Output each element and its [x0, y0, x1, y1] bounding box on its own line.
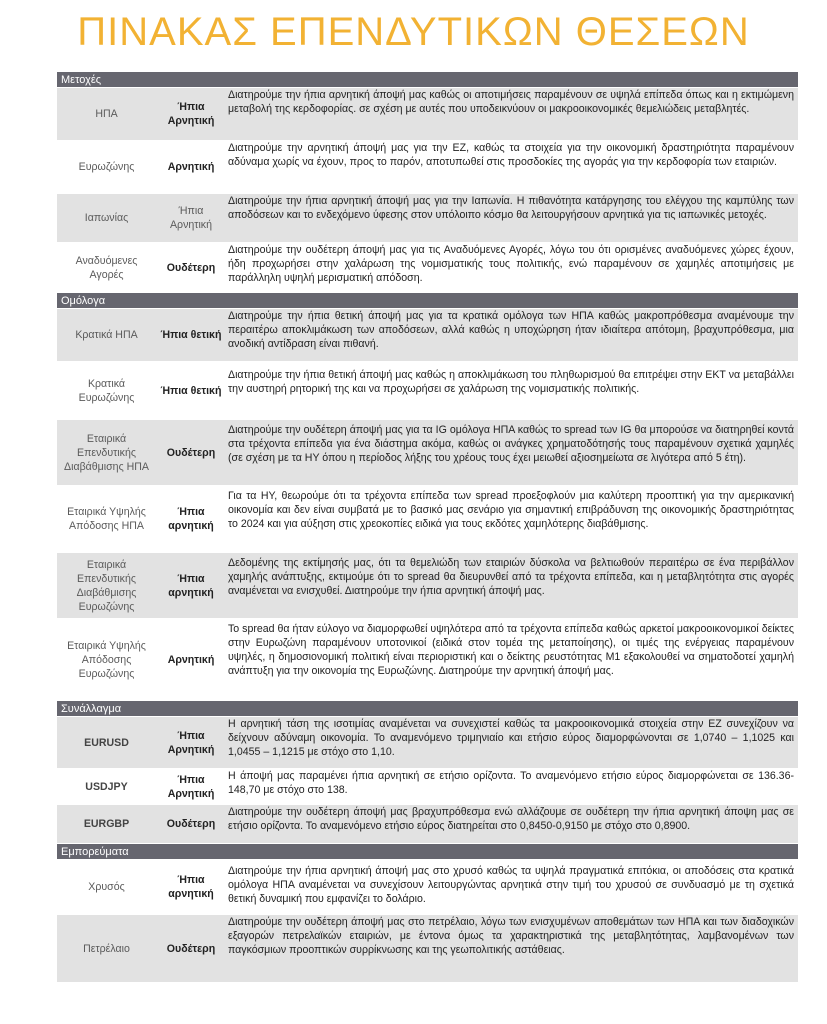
view-label: Ουδέτερη [166, 818, 216, 830]
asset-label: Κρατικά ΗΠΑ [75, 329, 138, 341]
table-row [57, 309, 798, 362]
asset-label: Εταιρικά Υψηλής Απόδοσης ΗΠΑ [67, 506, 146, 532]
view-label: Ήπια αρνητική [168, 506, 214, 532]
asset-label: EURUSD [84, 736, 129, 749]
table-row [57, 805, 798, 844]
table-row [57, 243, 798, 293]
commentary-text: Η άποψή μας παραμένει ήπια αρνητική σε ετήσιο ορίζοντα. Το αναμενόμενο ετήσιο εύρος διαμορφώνεται σε 136.36-148,70 με στόχο στο 138. [228, 770, 794, 796]
commentary-text: Διατηρούμε την ουδέτερη άποψή μας για τα IG ομόλογα ΗΠΑ καθώς το spread των IG θα μπορούσε να διατηρηθεί κοντά στα τρέχοντα επίπεδα για ένα διάστημα ακόμα, καθώς οι ανάγκες χρηματοδότησής τους παραμένουν σχετικά χαμηλές (σε σχέση με τα ΗΥ όπου η περίοδος λήξης του χρέους τους έχει μειωθεί αξιοσημείωτα σε λιγότερα από 5 έτη). [228, 424, 794, 464]
asset-label: Πετρέλαιο [83, 942, 130, 955]
section-header-commodities: Εμπορεύματα [57, 844, 798, 860]
commentary-text: Διατηρούμε την ήπια αρνητική άποψή μας καθώς οι αποτιμήσεις παραμένουν σε υψηλά επίπεδα όπως και η εκτιμώμενη μεταβολή της κερδοφορίας. σε σχέση με αυτές που υποδεικνύουν οι μακροοικονομικές θεμελιώδεις μεταβλητές. [228, 89, 794, 115]
view-label: Ήπια αρνητική [168, 572, 214, 599]
view-label: Ήπια θετική [160, 329, 222, 341]
view-label: Ήπια αρνητική [168, 874, 214, 900]
commentary-text: Δεδομένης της εκτίμησής μας, ότι τα θεμελιώδη των εταιριών δύσκολα να βελτιωθούν περαιτέρω σε ένα περιβάλλον χαμηλής ανάπτυξης, εκτιμούμε ότι το spread θα διευρυνθεί από τα τρέχοντα επίπεδα, και η μεταβλητότητα στις αγορές αναμένεται να ενισχυθεί. Διατηρούμε την ήπια αρνητική άποψή μας. [228, 557, 794, 597]
commentary-text: Διατηρούμε την ουδέτερη άποψή μας στο πετρέλαιο, λόγω των ενισχυμένων αποθεμάτων των ΗΠΑ και των διαδοχικών εξαγορών πετρελαϊκών εταιριών, με έντονα όμως τα χαρακτηριστικά της μεταβλητότητας, λαμβανομένων των παγκόσμιων προοπτικών συρρίκνωσης και της γεωπολιτικής αστάθειας. [228, 916, 794, 956]
view-label: Ήπια Αρνητική [167, 729, 215, 756]
view-label: Ουδέτερη [166, 942, 216, 955]
asset-label: Ευρωζώνης [78, 161, 135, 173]
asset-label: USDJPY [85, 780, 128, 793]
table-row [57, 553, 798, 619]
view-label: Ουδέτερη [166, 261, 216, 274]
section-header-fx: Συνάλλαγμα [57, 701, 798, 717]
asset-label: Χρυσός [88, 881, 125, 893]
investment-positions-table [57, 72, 798, 983]
table-row [57, 769, 798, 805]
asset-label: EURGBP [83, 818, 130, 830]
commentary-text: Διατηρούμε την ουδέτερη άποψή μας βραχυπρόθεσμα ενώ αλλάζουμε σε ουδέτερη την ήπια αρνητική άποψη μας σε ετήσιο ορίζοντα. Το αναμενόμενο ετήσιο εύρος διατηρείται στο 0,8450-0,9150 με στόχο στο 0,8900. [228, 806, 794, 832]
table-row [57, 194, 798, 243]
table-row [57, 420, 798, 486]
table-row [57, 88, 798, 141]
commentary-text: Διατηρούμε την ήπια αρνητική άποψή μας στο χρυσό καθώς τα υψηλά πραγματικά επιτόκια, οι αποδόσεις στα κρατικά ομόλογα ΗΠΑ αναμένεται να συνεχίσουν λειτουργώντας αρνητικά στην τιμή του χρυσού σε συνδυασμό με τη σχετικά θετική δυναμική που εμφανίζει το δολάριο. [228, 865, 794, 905]
view-label: Αρνητική [167, 653, 215, 666]
table-row [57, 915, 798, 983]
view-label: Ήπια θετική [160, 384, 222, 397]
commentary-text: Το spread θα ήταν εύλογο να διαμορφωθεί υψηλότερα από τα τρέχοντα επίπεδα καθώς αρκετοί μακροοικονομικοί δείκτες στην Ευρωζώνη παραμένουν υποτονικοί (ειδικά στον τομέα της μεταποίησης), οι τιμές της ενέργειας παραμένουν υψηλές, η δημοσιονομική πολιτική είναι περιοριστική και ο δείκτης ρευστότητας Μ1 εξακολουθεί να σηματοδοτεί χαμηλή ανάπτυξη για την οικονομία της Ευρωζώνης. Διατηρούμε την αρνητική άποψή μας. [228, 623, 794, 677]
table-row [57, 717, 798, 769]
table-row [57, 619, 798, 701]
page-title: ΠΙΝΑΚΑΣ ΕΠΕΝΔΥΤΙΚΩΝ ΘΕΣΕΩΝ [77, 10, 750, 54]
view-label: Ήπια Αρνητική [167, 773, 215, 800]
table-row [57, 141, 798, 194]
commentary-text: Διατηρούμε την ήπια θετική άποψή μας για τα κρατικά ομόλογα των ΗΠΑ καθώς μακροπρόθεσμα αναμένουμε την περαιτέρω αποκλιμάκωση των αποδόσεων, αλλά καθώς η υποχώρηση ήταν ιδιαίτερα απότομη, βραχυπρόθεσμα, μια ανοδική αντίδραση είναι πιθανή. [228, 310, 794, 350]
asset-label: Εταιρικά Επενδυτικής Διαβάθμισης Ευρωζώνης [76, 558, 137, 613]
view-label: Ήπια Αρνητική [167, 101, 215, 127]
commentary-text: Για τα ΗΥ, θεωρούμε ότι τα τρέχοντα επίπεδα των spread προεξοφλούν μια καλύτερη προοπτική για την αμερικανική οικονομία και δεν είναι συμβατά με το βασικό μας σενάριο για σημαντική επιβράδυνση της οικονομικής δραστηριότητας το 2024 και για αύξηση στις χρεοκοπίες ειδικά για τους εκδότες χαμηλότερης διαβάθμισης. [228, 490, 794, 530]
asset-label: Κρατικά Ευρωζώνης [78, 377, 135, 404]
asset-label: ΗΠΑ [95, 108, 118, 120]
section-header-equities: Μετοχές [57, 72, 798, 88]
section-header-bonds: Ομόλογα [57, 293, 798, 309]
commentary-text: Διατηρούμε την αρνητική άποψή μας για την ΕΖ, καθώς τα στοιχεία για την οικονομική δραστηριότητα παραμένουν αδύναμα χωρίς να έχουν, προς το παρόν, αποτυπωθεί στις προσδοκίες της αγοράς για την κερδοφορία των εταιριών. [228, 142, 794, 168]
view-label: Ήπια Αρνητική [169, 205, 212, 231]
view-label: Ουδέτερη [166, 446, 216, 459]
commentary-text: Διατηρούμε την ήπια θετική άποψή μας καθώς η αποκλιμάκωση του πληθωρισμού θα επιτρέψει στην ΕΚΤ να μεταβάλλει την αυστηρή ρητορική της και να προχωρήσει σε χαλάρωση της νομισματικής πολιτικής. [228, 369, 794, 395]
asset-label: Εταιρικά Υψηλής Απόδοσης Ευρωζώνης [67, 639, 146, 680]
asset-label: Εταιρικά Επενδυτικής Διαβάθμισης ΗΠΑ [64, 432, 149, 473]
asset-label: Αναδυόμενες Αγορές [75, 254, 138, 281]
commentary-text: Διατηρούμε την ήπια αρνητική άποψή μας για την Ιαπωνία. Η πιθανότητα κατάργησης του ελέγχου της καμπύλης των αποδόσεων και το ενδεχόμενο ύφεσης στον υπόλοιπο κόσμο θα λειτουργήσουν αρνητικά για τις ιαπωνικές μετοχές. [228, 195, 794, 221]
table-row [57, 486, 798, 553]
table-row [57, 860, 798, 915]
commentary-text: Διατηρούμε την ουδέτερη άποψή μας για τις Αναδυόμενες Αγορές, λόγω του ότι ορισμένες αναδυόμενες χώρες έχουν, ήδη προχωρήσει στην χαλάρωση της νομισματικής τους πολιτικής, ενώ παραμένουν σε χαμηλές αποτιμήσεις με παράλληλη υψηλή μερισματική απόδοση. [228, 244, 794, 284]
asset-label: Ιαπωνίας [84, 212, 129, 224]
table-row [57, 362, 798, 420]
commentary-text: Η αρνητική τάση της ισοτιμίας αναμένεται να συνεχιστεί καθώς τα μακροοικονομικά στοιχεία στην ΕΖ συνεχίζουν να δείχνουν αδύναμη οικονομία. Το αναμενόμενο τριμηνιαίο και ετήσιο εύρος διαμορφώνονται σε 1,0740 – 1,1025 και 1,0455 – 1,1215 με στόχο στο 1,10. [228, 718, 794, 758]
view-label: Αρνητική [167, 161, 215, 173]
